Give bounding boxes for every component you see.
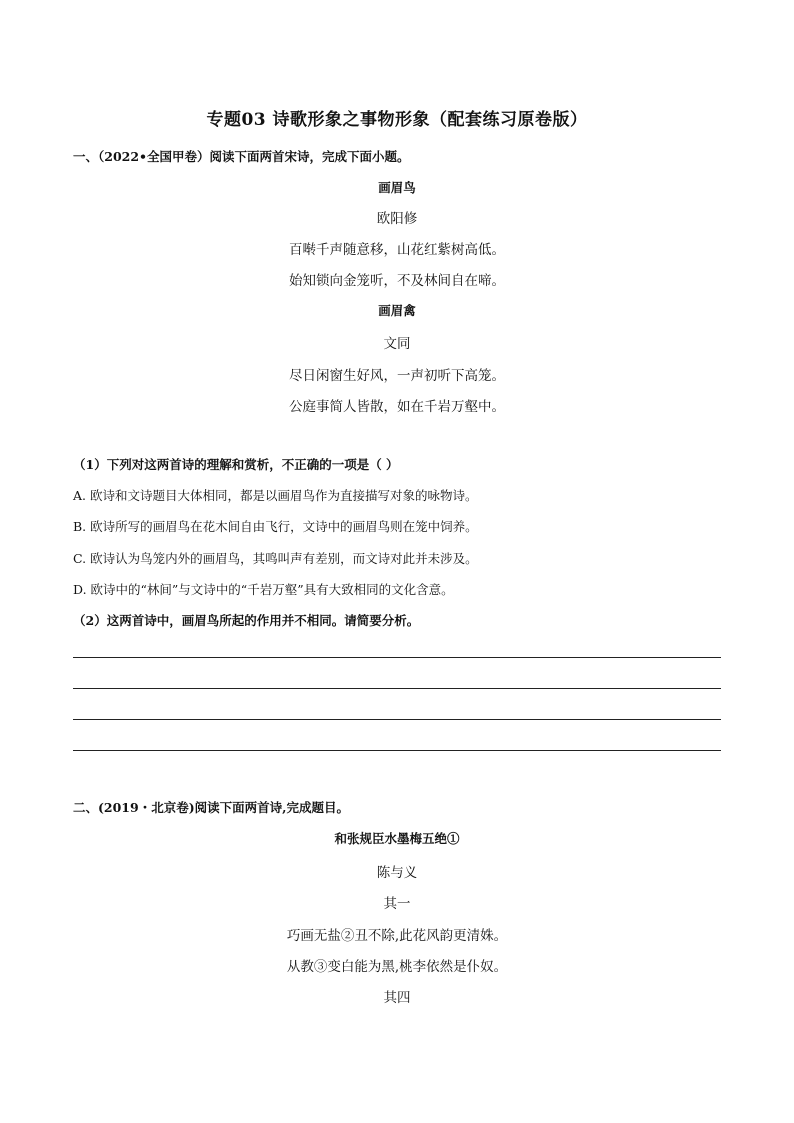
question-1: （1）下列对这两首诗的理解和赏析，不正确的一项是（ ）: [73, 457, 399, 472]
answer-line: [73, 719, 721, 720]
poem2-line-2: 公庭事简人皆散，如在千岩万壑中。: [289, 399, 505, 415]
poem2-title: 画眉禽: [378, 303, 416, 318]
poem3-title: 和张规臣水墨梅五绝①: [334, 831, 460, 846]
poem2-line-1: 尽日闲窗生好风，一声初听下高笼。: [289, 368, 505, 384]
option-c: C. 欧诗认为鸟笼内外的画眉鸟，其鸣叫声有差别，而文诗对此并未涉及。: [73, 551, 478, 566]
poem3-author: 陈与义: [376, 865, 418, 881]
poem3-line-2: 从教③变白能为黑,桃李依然是仆奴。: [286, 959, 508, 975]
option-a: A. 欧诗和文诗题目大体相同，都是以画眉鸟作为直接描写对象的咏物诗。: [73, 488, 478, 503]
answer-line: [73, 750, 721, 751]
option-b: B. 欧诗所写的画眉鸟在花木间自由飞行，文诗中的画眉鸟则在笼中饲养。: [73, 519, 478, 534]
poem2-author: 文同: [383, 336, 411, 352]
poem1-line-1: 百啭千声随意移，山花红紫树高低。: [289, 242, 505, 258]
page-title: 专题03 诗歌形象之事物形象（配套练习原卷版）: [206, 110, 588, 130]
section2-heading: 二、(2019・北京卷)阅读下面两首诗,完成题目。: [73, 800, 349, 815]
poem1-title: 画眉鸟: [378, 180, 416, 195]
poem3-subtitle-4: 其四: [383, 990, 411, 1006]
question-2: （2）这两首诗中，画眉鸟所起的作用并不相同。请简要分析。: [73, 613, 420, 628]
poem3-line-1: 巧画无盐②丑不除,此花风韵更清姝。: [286, 928, 508, 944]
option-d: D. 欧诗中的“林间”与文诗中的“千岩万壑”具有大致相同的文化含意。: [73, 582, 454, 597]
section1-heading: 一、（2022•全国甲卷）阅读下面两首宋诗，完成下面小题。: [73, 149, 410, 164]
answer-line: [73, 657, 721, 658]
answer-line: [73, 688, 721, 689]
poem1-line-2: 始知锁向金笼听，不及林间自在啼。: [289, 273, 505, 289]
poem1-author: 欧阳修: [376, 211, 418, 227]
poem3-subtitle-1: 其一: [383, 896, 411, 912]
